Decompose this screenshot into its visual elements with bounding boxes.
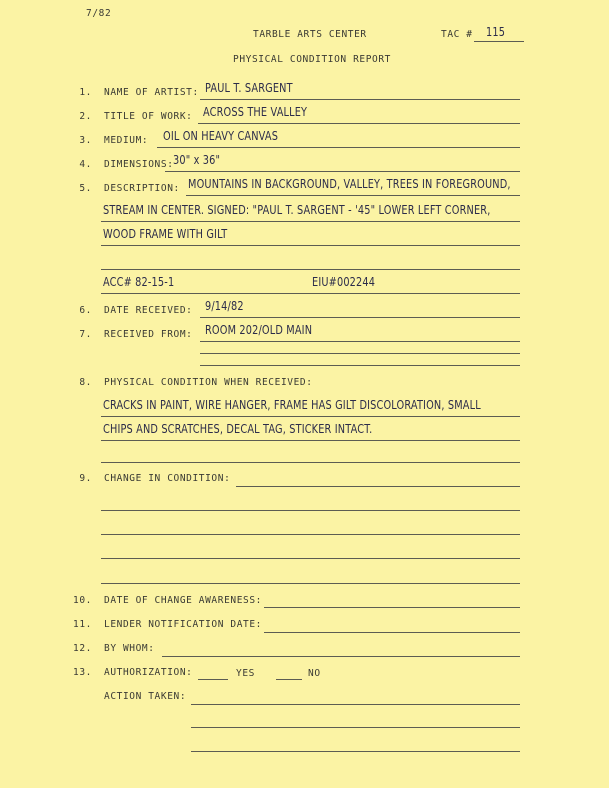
lender-label: LENDER NOTIFICATION DATE: bbox=[104, 619, 262, 630]
lender-line bbox=[264, 632, 520, 633]
acc-rule bbox=[101, 293, 520, 294]
field-number: 3. bbox=[79, 135, 92, 146]
received-from-label: RECEIVED FROM: bbox=[104, 329, 193, 340]
description-rule-2 bbox=[101, 221, 520, 222]
title-label: TITLE OF WORK: bbox=[104, 111, 193, 122]
condition-rule-1 bbox=[101, 416, 520, 417]
description-line-1: MOUNTAINS IN BACKGROUND, VALLEY, TREES IN FOREGROUND, bbox=[188, 176, 511, 191]
change-rule-4 bbox=[101, 558, 520, 559]
artist-value: PAUL T. SARGENT bbox=[205, 80, 293, 95]
date-received-label: DATE RECEIVED: bbox=[104, 305, 193, 316]
yes-blank bbox=[198, 679, 228, 680]
field-number: 9. bbox=[79, 473, 92, 484]
field-number: 11. bbox=[73, 619, 92, 630]
received-from-line-1 bbox=[200, 341, 520, 342]
action-rule-3 bbox=[191, 751, 520, 752]
no-option: NO bbox=[308, 668, 321, 679]
field-number: 2. bbox=[79, 111, 92, 122]
received-from-line-2 bbox=[200, 353, 520, 354]
date-change-line bbox=[264, 607, 520, 608]
change-rule-5 bbox=[101, 583, 520, 584]
date-received-line bbox=[200, 317, 520, 318]
medium-label: MEDIUM: bbox=[104, 135, 149, 146]
artist-label: NAME OF ARTIST: bbox=[104, 87, 199, 98]
action-label: ACTION TAKEN: bbox=[104, 691, 187, 702]
field-number: 5. bbox=[79, 183, 92, 194]
condition-line-2: CHIPS AND SCRATCHES, DECAL TAG, STICKER INTACT. bbox=[103, 421, 373, 436]
description-rule-4 bbox=[101, 269, 520, 270]
field-number: 1. bbox=[79, 87, 92, 98]
change-rule-2 bbox=[101, 510, 520, 511]
dimensions-value: 30" x 36" bbox=[173, 152, 221, 167]
field-number: 13. bbox=[73, 667, 92, 678]
accession-number: ACC# 82-15-1 bbox=[103, 274, 175, 289]
medium-value: OIL ON HEAVY CANVAS bbox=[163, 128, 279, 143]
change-label: CHANGE IN CONDITION: bbox=[104, 473, 231, 484]
condition-rule-2 bbox=[101, 440, 520, 441]
change-rule-1 bbox=[236, 486, 520, 487]
date-change-label: DATE OF CHANGE AWARENESS: bbox=[104, 595, 262, 606]
title-line bbox=[198, 123, 520, 124]
action-rule-1 bbox=[191, 704, 520, 705]
title-value: ACROSS THE VALLEY bbox=[203, 104, 308, 119]
change-rule-3 bbox=[101, 534, 520, 535]
authorization-label: AUTHORIZATION: bbox=[104, 667, 193, 678]
description-rule-1 bbox=[186, 195, 520, 196]
yes-option: YES bbox=[236, 668, 255, 679]
description-label: DESCRIPTION: bbox=[104, 183, 180, 194]
top-date: 7/82 bbox=[86, 8, 112, 19]
eiu-number: EIU#002244 bbox=[312, 274, 376, 289]
artist-line bbox=[200, 99, 520, 100]
report-title: PHYSICAL CONDITION REPORT bbox=[233, 54, 391, 65]
condition-label: PHYSICAL CONDITION WHEN RECEIVED: bbox=[104, 377, 313, 388]
field-number: 10. bbox=[73, 595, 92, 606]
action-rule-2 bbox=[191, 727, 520, 728]
field-number: 8. bbox=[79, 377, 92, 388]
dimensions-label: DIMENSIONS: bbox=[104, 159, 174, 170]
field-number: 4. bbox=[79, 159, 92, 170]
tac-line bbox=[474, 41, 524, 42]
field-number: 7. bbox=[79, 329, 92, 340]
description-line-3: WOOD FRAME WITH GILT bbox=[103, 226, 228, 241]
date-received-value: 9/14/82 bbox=[205, 298, 244, 313]
no-blank bbox=[276, 679, 302, 680]
by-whom-label: BY WHOM: bbox=[104, 643, 155, 654]
field-number: 12. bbox=[73, 643, 92, 654]
by-whom-line bbox=[162, 656, 520, 657]
dimensions-line bbox=[165, 171, 520, 172]
org-name: TARBLE ARTS CENTER bbox=[253, 29, 367, 40]
received-from-value: ROOM 202/OLD MAIN bbox=[205, 322, 313, 337]
condition-line-1: CRACKS IN PAINT, WIRE HANGER, FRAME HAS GILT DISCOLORATION, SMALL bbox=[103, 397, 481, 412]
medium-line bbox=[157, 147, 520, 148]
field-number: 6. bbox=[79, 305, 92, 316]
condition-rule-3 bbox=[101, 462, 520, 463]
description-rule-3 bbox=[101, 245, 520, 246]
tac-number: 115 bbox=[486, 24, 506, 39]
tac-label: TAC # bbox=[441, 29, 473, 40]
received-from-line-3 bbox=[200, 365, 520, 366]
description-line-2: STREAM IN CENTER. SIGNED: "PAUL T. SARGENT - '45" LOWER LEFT CORNER, bbox=[103, 202, 491, 217]
